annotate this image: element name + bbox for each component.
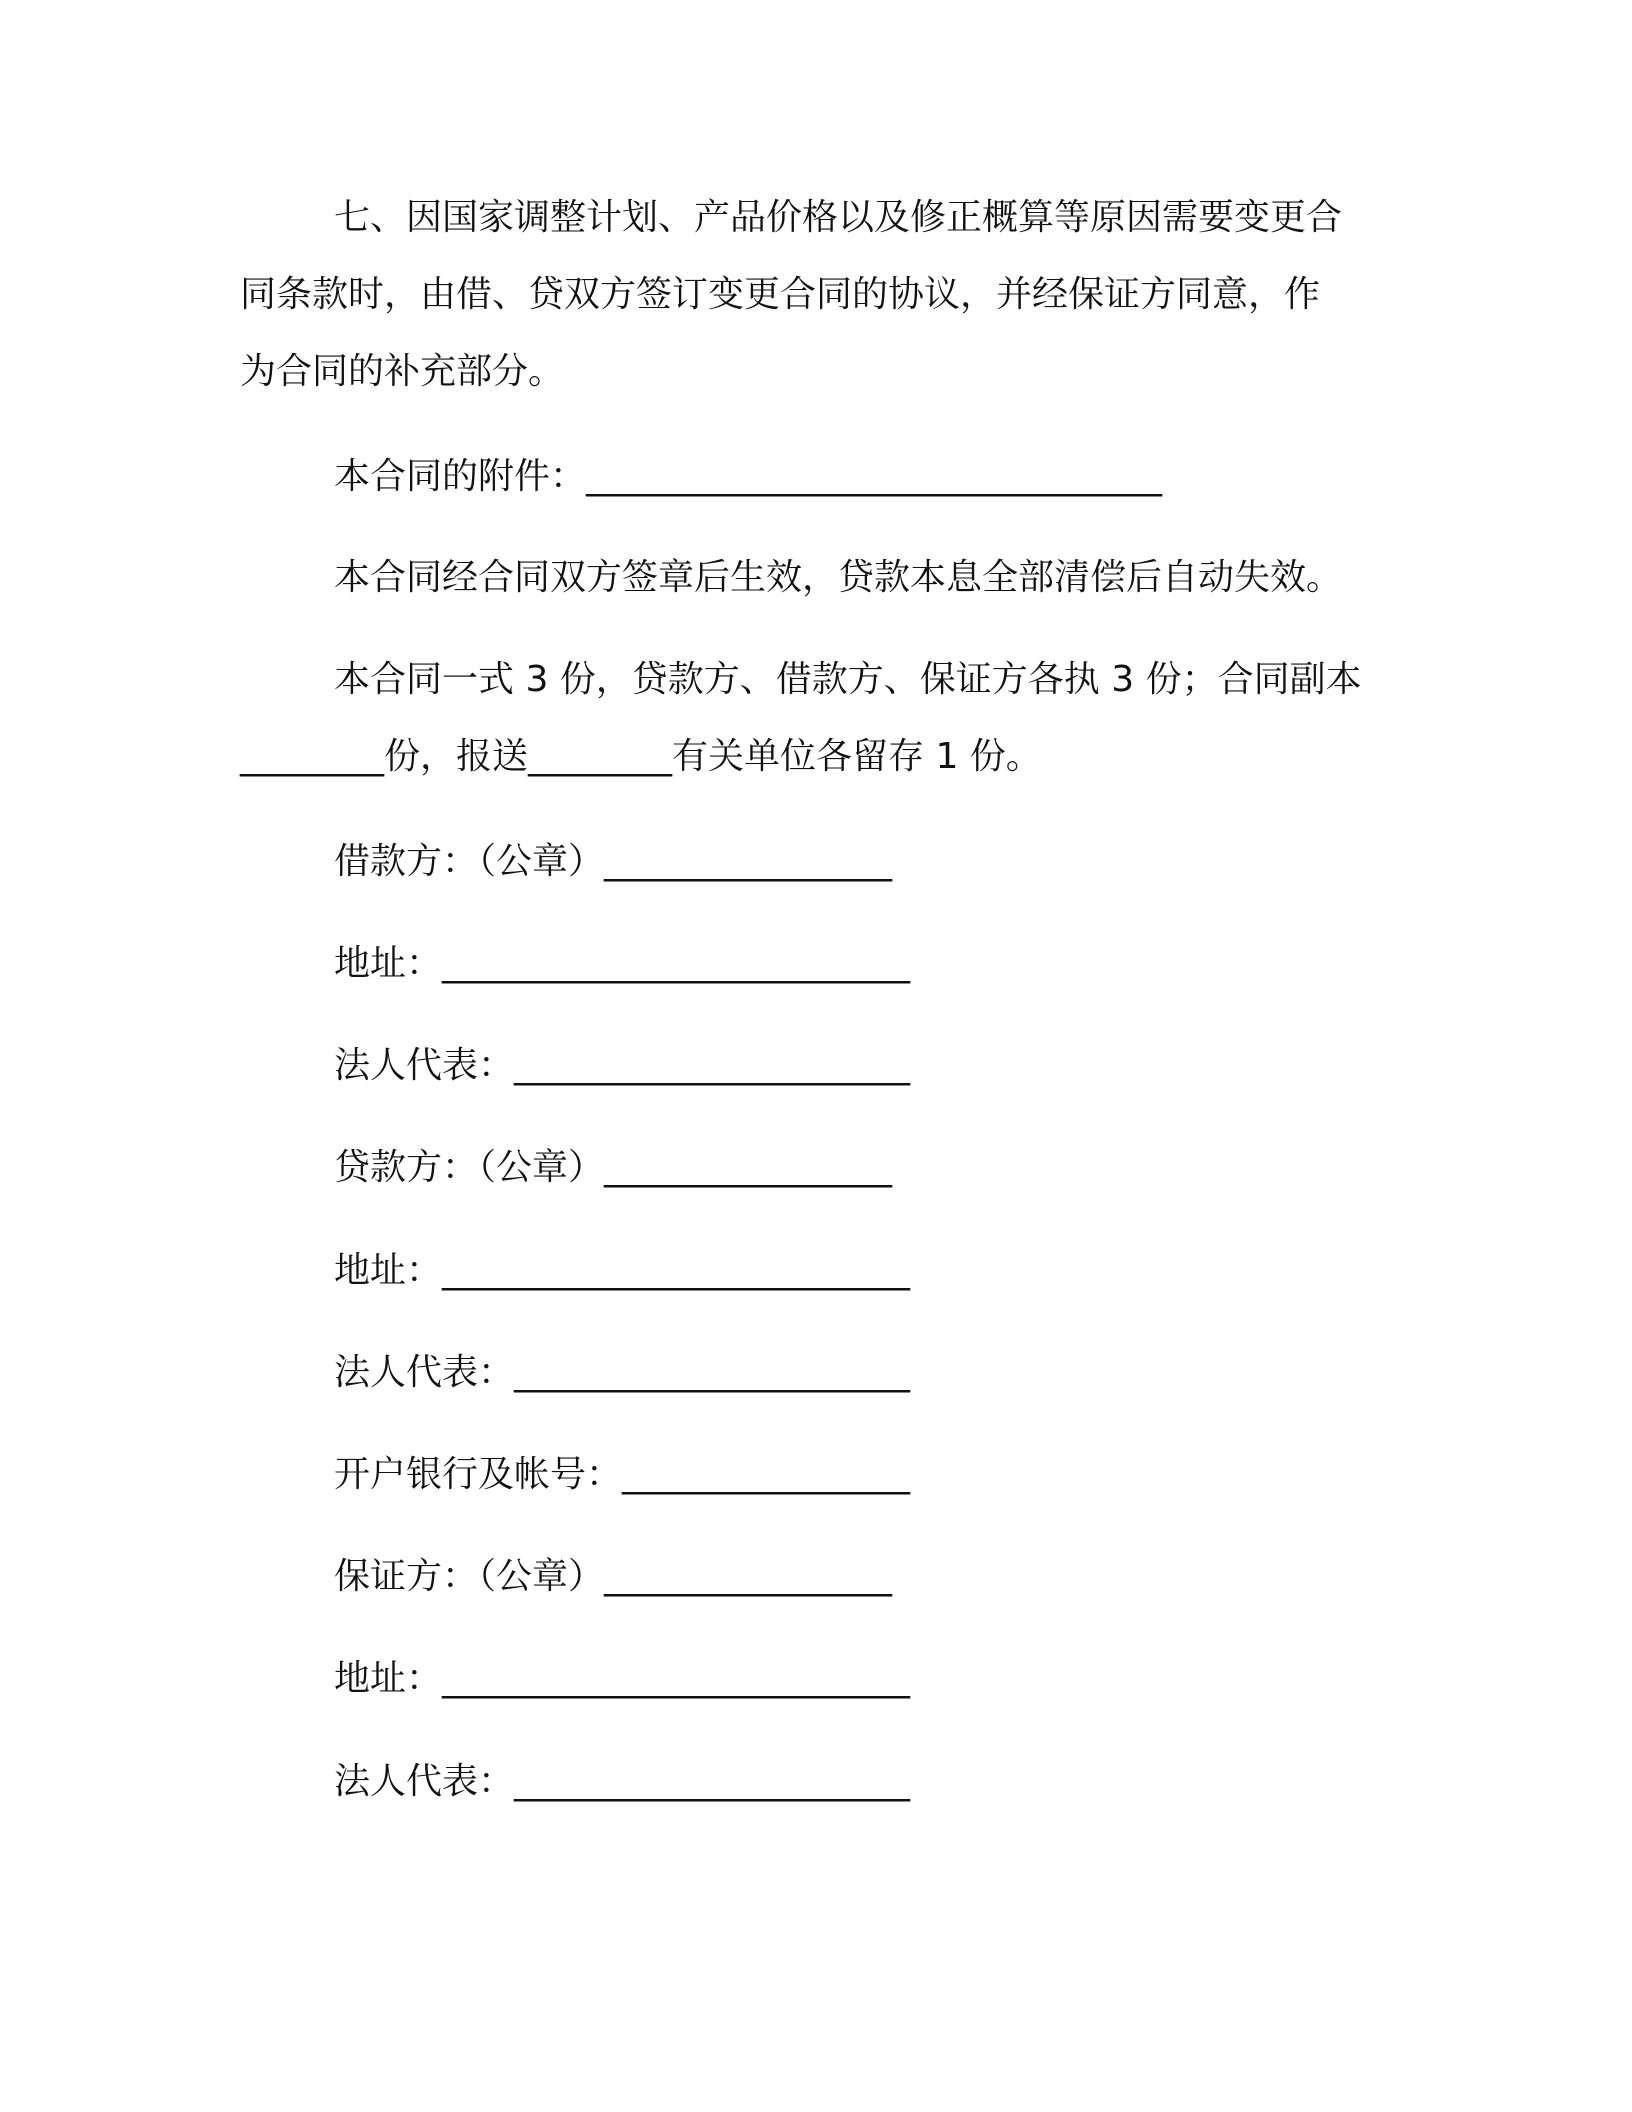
borrower-legal-rep: 法人代表：______________________ (334, 1045, 911, 1086)
guarantor-address: 地址：__________________________ (334, 1658, 911, 1699)
lender-address: 地址：__________________________ (334, 1250, 911, 1291)
guarantor-party: 保证方：（公章）________________ (334, 1556, 893, 1597)
borrower-address: 地址：__________________________ (334, 943, 911, 984)
copies-line2: ________份，报送________有关单位各留存 1 份。 (240, 736, 1042, 777)
effectiveness-line: 本合同经合同双方签章后生效，贷款本息全部清偿后自动失效。 (334, 557, 1343, 598)
clause7-line1: 七、因国家调整计划、产品价格以及修正概算等原因需要变更合 (334, 197, 1343, 238)
clause7-line3: 为合同的补充部分。 (240, 351, 565, 392)
lender-bank-account: 开户银行及帐号：________________ (334, 1454, 911, 1495)
guarantor-legal-rep: 法人代表：______________________ (334, 1761, 911, 1802)
clause7-line2: 同条款时，由借、贷双方签订变更合同的协议，并经保证方同意，作 (240, 274, 1321, 315)
lender-party: 贷款方：（公章）________________ (334, 1147, 893, 1188)
borrower-party: 借款方：（公章）________________ (334, 841, 893, 882)
lender-legal-rep: 法人代表：______________________ (334, 1352, 911, 1393)
copies-line1: 本合同一式 3 份，贷款方、借款方、保证方各执 3 份；合同副本 (334, 659, 1362, 700)
attachments-line: 本合同的附件：________________________________ (334, 456, 1163, 497)
